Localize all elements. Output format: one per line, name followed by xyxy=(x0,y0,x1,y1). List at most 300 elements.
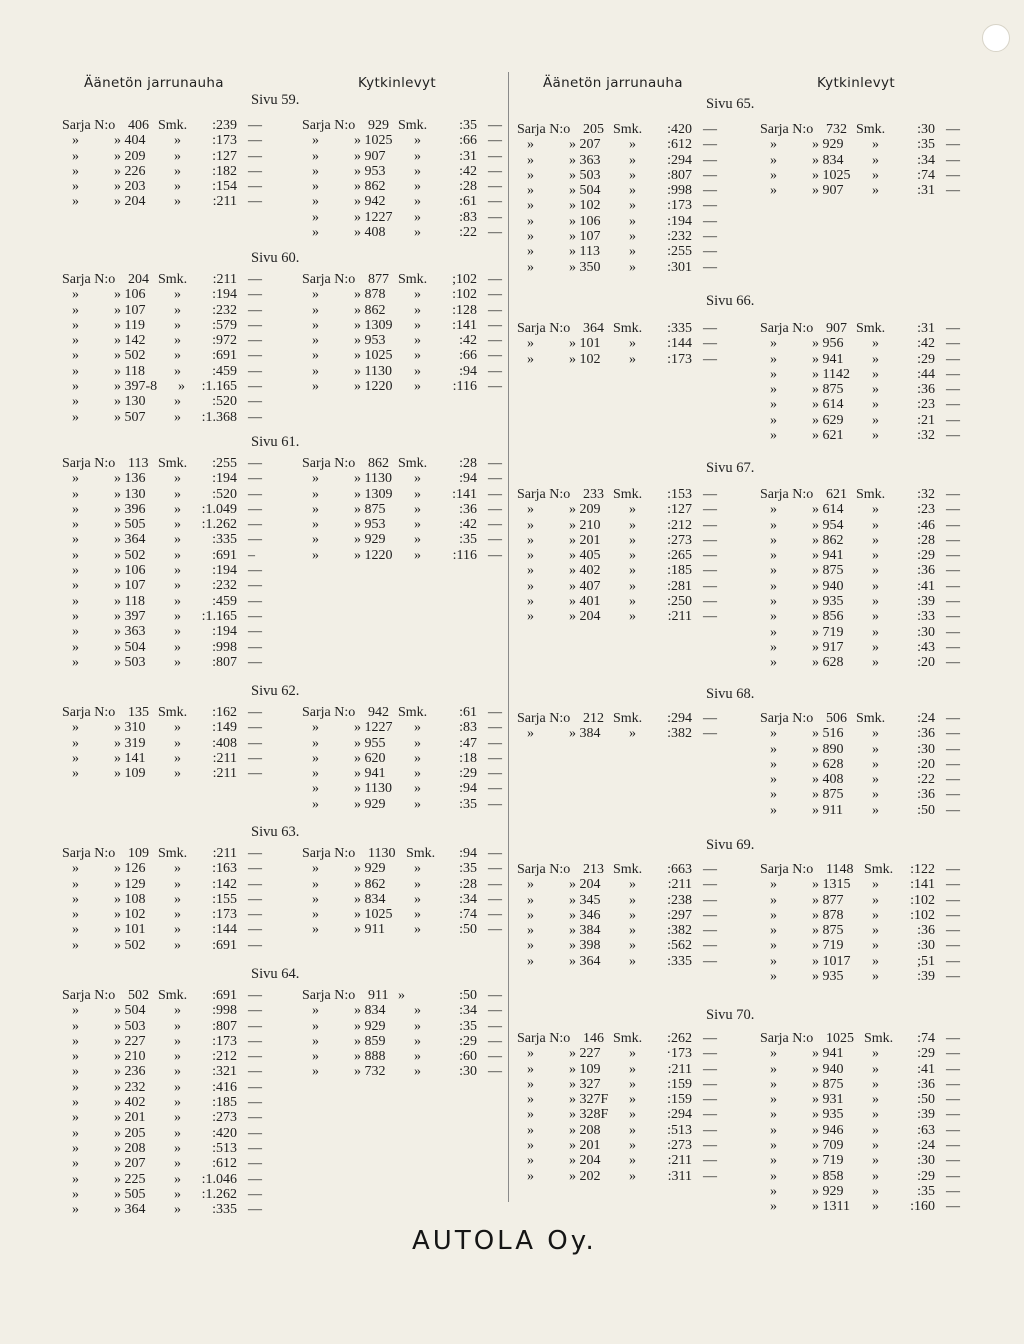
price-dash: — xyxy=(248,1079,262,1095)
series-number: » 363 xyxy=(114,624,146,640)
list-item: » » 106 » 194: — xyxy=(72,563,262,579)
price-dash: — xyxy=(946,1153,960,1169)
ditto-mark: » xyxy=(72,179,79,195)
ditto-mark: » xyxy=(770,969,777,985)
ditto-mark: » xyxy=(629,923,636,939)
price-dash: — xyxy=(703,877,717,893)
series-number: » 384 xyxy=(569,726,601,742)
series-number: » 953 xyxy=(354,333,386,349)
ditto-mark: » xyxy=(174,471,181,487)
price-dash: — xyxy=(703,259,717,275)
series-number: » 931 xyxy=(812,1092,844,1108)
list-item: » » 505 » 1.262: — xyxy=(72,1186,262,1202)
company-footer: AUTOLA Oy. xyxy=(412,1226,597,1256)
price-dash: — xyxy=(248,1033,262,1049)
series-prefix: Sarja N:o xyxy=(517,862,571,877)
series-number: » 953 xyxy=(354,517,386,533)
list-item: » » 119 » 579: — xyxy=(72,317,262,333)
ditto-mark: » xyxy=(72,501,79,517)
ditto-mark: » xyxy=(872,351,879,367)
price-dash: — xyxy=(946,787,960,803)
price-dash: — xyxy=(248,1049,262,1065)
price-dash: — xyxy=(703,1092,717,1108)
list-item: » » 405 » 265: — xyxy=(527,548,717,564)
list-item: » » 203 » 154: — xyxy=(72,179,262,195)
ditto-mark: » xyxy=(770,548,777,564)
series-number: » 1130 xyxy=(354,781,392,797)
list-item: » » 398 » 562: — xyxy=(527,938,717,954)
series-number: » 929 xyxy=(354,861,386,877)
series-number: » 507 xyxy=(114,409,146,425)
ditto-mark: » xyxy=(872,548,879,564)
ditto-mark: » xyxy=(527,259,534,275)
list-item: » » 935 » 39: — xyxy=(770,969,960,985)
ditto-mark: » xyxy=(527,1138,534,1154)
list-item: » » 929 » 35: — xyxy=(312,1018,502,1034)
ditto-mark: » xyxy=(770,609,777,625)
list-item: » » 907 » 31: — xyxy=(312,148,502,164)
list-item: » » 1130 » 94: — xyxy=(312,471,502,487)
list-item: » » 935 » 39: — xyxy=(770,594,960,610)
list-item: » » 614 » 23: — xyxy=(770,502,960,518)
series-number: » 201 xyxy=(569,532,601,548)
list-item: » » 620 » 18: — xyxy=(312,750,502,766)
list-item: Sarja N:o 113 Smk. 255: — xyxy=(62,456,262,471)
currency: Smk. xyxy=(613,321,643,336)
ditto-mark: » xyxy=(770,1153,777,1169)
ditto-mark: » xyxy=(72,1186,79,1202)
series-prefix: Sarja N:o xyxy=(302,705,356,720)
series-number: » 225 xyxy=(114,1171,146,1187)
ditto-mark: » xyxy=(72,148,79,164)
series-number: » 954 xyxy=(812,517,844,533)
list-item: » » 1227 » 83: — xyxy=(312,209,502,225)
price-dash: — xyxy=(946,487,960,502)
list-item: » » 929 » 35: — xyxy=(312,861,502,877)
list-item: » » 1309 » 141: — xyxy=(312,317,502,333)
price-dash: — xyxy=(248,1156,262,1172)
price-dash: — xyxy=(488,907,502,923)
series-number: » 408 xyxy=(354,225,386,241)
list-item: » » 877 » 102: — xyxy=(770,892,960,908)
list-item: » » 942 » 61: — xyxy=(312,194,502,210)
ditto-mark: » xyxy=(174,409,181,425)
series-number: » 719 xyxy=(812,624,844,640)
clutch-plate-list xyxy=(760,487,965,671)
ditto-mark: » xyxy=(872,183,879,199)
ditto-mark: » xyxy=(312,891,319,907)
ditto-mark: » xyxy=(770,366,777,382)
list-item: » » 108 » 155: — xyxy=(72,891,262,907)
ditto-mark: » xyxy=(174,876,181,892)
list-item: » » 1025 » 66: — xyxy=(312,348,502,364)
series-prefix: Sarja N:o xyxy=(760,122,814,137)
ditto-mark: » xyxy=(770,741,777,757)
ditto-mark: » xyxy=(72,907,79,923)
ditto-mark: » xyxy=(629,1092,636,1108)
list-item: » » 862 » 28: — xyxy=(312,876,502,892)
ditto-mark: » xyxy=(872,1122,879,1138)
ditto-mark: » xyxy=(770,1092,777,1108)
ditto-mark: » xyxy=(872,502,879,518)
series-number: » 107 xyxy=(114,578,146,594)
price-dash: — xyxy=(488,379,502,395)
ditto-mark: » xyxy=(312,922,319,938)
ditto-mark: » xyxy=(312,720,319,736)
ditto-mark: » xyxy=(72,1079,79,1095)
price-dash: — xyxy=(488,194,502,210)
series-number: 929 xyxy=(368,118,389,133)
list-item: » » 1142 » 44: — xyxy=(770,366,960,382)
ditto-mark: » xyxy=(312,209,319,225)
series-prefix: Sarja N:o xyxy=(760,321,814,336)
list-item: » » 503 » 807: — xyxy=(527,167,717,183)
ditto-mark: » xyxy=(770,502,777,518)
price-dash: — xyxy=(488,348,502,364)
ditto-mark: » xyxy=(312,907,319,923)
clutch-plate-list xyxy=(760,122,965,198)
ditto-mark: » xyxy=(72,486,79,502)
series-number: » 956 xyxy=(812,336,844,352)
ditto-mark: » xyxy=(174,517,181,533)
list-item: » » 205 » 420: — xyxy=(72,1125,262,1141)
price-dash: — xyxy=(946,1092,960,1108)
series-number: » 719 xyxy=(812,1153,844,1169)
ditto-mark: » xyxy=(414,348,421,364)
series-number: » 345 xyxy=(569,892,601,908)
ditto-mark: » xyxy=(414,1033,421,1049)
list-item: » » 204 » 211: — xyxy=(527,877,717,893)
series-number: » 875 xyxy=(812,563,844,579)
ditto-mark: » xyxy=(72,750,79,766)
list-item: » » 1220 » 116: — xyxy=(312,379,502,395)
list-item: » » 955 » 47: — xyxy=(312,735,502,751)
list-item: » » 402 » 185: — xyxy=(527,563,717,579)
series-number: » 398 xyxy=(569,938,601,954)
list-item: » » 107 » 232: — xyxy=(72,302,262,318)
list-item: » » 397 » 1.165: — xyxy=(72,608,262,624)
price-dash: — xyxy=(488,766,502,782)
ditto-mark: » xyxy=(527,532,534,548)
list-item: » » 364 » 335: — xyxy=(527,953,717,969)
ditto-mark: » xyxy=(872,772,879,788)
series-number: » 875 xyxy=(812,923,844,939)
series-number: » 364 xyxy=(114,1202,146,1218)
series-number: » 941 xyxy=(812,351,844,367)
series-number: » 941 xyxy=(354,766,386,782)
price-dash: — xyxy=(946,772,960,788)
ditto-mark: » xyxy=(174,720,181,736)
price-dash: — xyxy=(946,397,960,413)
ditto-mark: » xyxy=(629,213,636,229)
ditto-mark: » xyxy=(872,382,879,398)
price-dash: — xyxy=(488,317,502,333)
series-number: » 319 xyxy=(114,735,146,751)
list-item: » » 1220 » 116: — xyxy=(312,547,502,563)
ditto-mark: » xyxy=(770,802,777,818)
list-item: » » 941 » 29: — xyxy=(770,1046,960,1062)
price-dash: — xyxy=(488,148,502,164)
list-item: » » 141 » 211: — xyxy=(72,750,262,766)
ditto-mark: » xyxy=(527,1061,534,1077)
price-dash: — xyxy=(248,876,262,892)
ditto-mark: » xyxy=(770,655,777,671)
ditto-mark: » xyxy=(174,593,181,609)
series-number: » 935 xyxy=(812,594,844,610)
series-number: » 201 xyxy=(569,1138,601,1154)
list-item: » » 113 » 255: — xyxy=(527,244,717,260)
ditto-mark: » xyxy=(312,781,319,797)
currency: Smk. xyxy=(856,487,886,502)
price-dash: — xyxy=(703,229,717,245)
series-number: » 102 xyxy=(114,907,146,923)
ditto-mark: » xyxy=(72,348,79,364)
list-item: » » 204 » 211: — xyxy=(527,609,717,625)
ditto-mark: » xyxy=(174,348,181,364)
series-number: » 203 xyxy=(114,179,146,195)
list-item: » » 941 » 29: — xyxy=(312,766,502,782)
ditto-mark: » xyxy=(72,639,79,655)
ditto-mark: » xyxy=(770,907,777,923)
series-number: 113 xyxy=(128,456,149,471)
ditto-mark: » xyxy=(872,639,879,655)
list-item: » » 1315 » 141: — xyxy=(770,877,960,893)
price-dash: — xyxy=(703,563,717,579)
series-number: 364 xyxy=(583,321,604,336)
ditto-mark: » xyxy=(72,654,79,670)
list-item: » » 227 » 173· — xyxy=(527,1046,717,1062)
price-dash: — xyxy=(946,412,960,428)
price-dash: — xyxy=(248,409,262,425)
ditto-mark: » xyxy=(872,1138,879,1154)
series-number: » 878 xyxy=(354,287,386,303)
price-dash: — xyxy=(703,907,717,923)
list-item: » » 210 » 212: — xyxy=(72,1049,262,1065)
list-item: » » 202 » 311: — xyxy=(527,1168,717,1184)
list-item: Sarja N:o 406 Smk. 239: — xyxy=(62,118,262,133)
series-prefix: Sarja N:o xyxy=(302,988,356,1003)
price-dash: — xyxy=(248,654,262,670)
ditto-mark: » xyxy=(872,907,879,923)
series-number: » 310 xyxy=(114,720,146,736)
ditto-mark: » xyxy=(72,563,79,579)
price-dash: — xyxy=(488,781,502,797)
brake-band-list xyxy=(62,705,267,781)
series-number: » 204 xyxy=(569,877,601,893)
list-item: Sarja N:o 233 Smk. 153: — xyxy=(517,487,717,502)
series-number: » 405 xyxy=(569,548,601,564)
ditto-mark: » xyxy=(629,167,636,183)
list-item: » » 862 » 128: — xyxy=(312,302,502,318)
series-prefix: Sarja N:o xyxy=(517,321,571,336)
price-dash: — xyxy=(248,891,262,907)
ditto-mark: » xyxy=(174,1140,181,1156)
ditto-mark: » xyxy=(414,501,421,517)
ditto-mark: » xyxy=(770,756,777,772)
ditto-mark: » xyxy=(872,609,879,625)
price-dash: — xyxy=(248,1095,262,1111)
ditto-mark: » xyxy=(414,302,421,318)
price-dash: — xyxy=(248,720,262,736)
ditto-mark: » xyxy=(312,1003,319,1019)
ditto-mark: » xyxy=(527,1168,534,1184)
brake-band-list xyxy=(517,862,722,969)
list-item: » » 859 » 29: — xyxy=(312,1033,502,1049)
price-dash: — xyxy=(946,1183,960,1199)
ditto-mark: » xyxy=(72,766,79,782)
price-dash: — xyxy=(946,1031,960,1046)
ditto-mark: » xyxy=(872,726,879,742)
ditto-mark: » xyxy=(770,1183,777,1199)
list-item: » » 875 » 36: — xyxy=(770,787,960,803)
section-title: Sivu 63. xyxy=(251,824,300,840)
ditto-mark: » xyxy=(312,735,319,751)
ditto-mark: » xyxy=(174,194,181,210)
price-dash: — xyxy=(248,1003,262,1019)
ditto-mark: » xyxy=(72,1049,79,1065)
clutch-plate-list xyxy=(302,456,507,563)
series-number: » 614 xyxy=(812,397,844,413)
list-item: » » 1311 » 160: — xyxy=(770,1199,960,1215)
ditto-mark: » xyxy=(527,548,534,564)
currency: Smk. xyxy=(613,862,643,877)
ditto-mark: » xyxy=(414,517,421,533)
list-item: » » 401 » 250: — xyxy=(527,594,717,610)
series-number: » 875 xyxy=(354,501,386,517)
list-item: » » 931 » 50: — xyxy=(770,1092,960,1108)
list-item: » » 408 » 22: — xyxy=(770,772,960,788)
series-number: » 396 xyxy=(114,501,146,517)
price-dash: — xyxy=(488,133,502,149)
list-item: Sarja N:o 146 Smk. 262: — xyxy=(517,1031,717,1046)
series-number: » 118 xyxy=(114,363,145,379)
list-item: » » 402 » 185: — xyxy=(72,1095,262,1111)
series-number: » 113 xyxy=(569,244,600,260)
series-number: » 504 xyxy=(569,183,601,199)
price-dash: — xyxy=(488,891,502,907)
ditto-mark: » xyxy=(414,1018,421,1034)
series-number: » 859 xyxy=(354,1033,386,1049)
ditto-mark: » xyxy=(312,501,319,517)
list-item: » » 106 » 194: — xyxy=(527,213,717,229)
ditto-mark: » xyxy=(770,594,777,610)
series-number: 502 xyxy=(128,988,149,1003)
ditto-mark: » xyxy=(527,152,534,168)
series-prefix: Sarja N:o xyxy=(62,272,116,287)
price-dash: — xyxy=(248,907,262,923)
clutch-plate-list xyxy=(302,705,507,812)
list-item: » » 227 » 173: — xyxy=(72,1033,262,1049)
ditto-mark: » xyxy=(72,578,79,594)
currency: Smk. xyxy=(613,1031,643,1046)
ditto-mark: » xyxy=(872,938,879,954)
ditto-mark: » xyxy=(174,486,181,502)
ditto-mark: » xyxy=(414,922,421,938)
series-number: 1148 xyxy=(826,862,854,877)
series-number: » 205 xyxy=(114,1125,146,1141)
ditto-mark: » xyxy=(414,163,421,179)
currency: Smk. xyxy=(613,711,643,726)
price-dash: – xyxy=(248,547,255,563)
section-title: Sivu 60. xyxy=(251,250,300,266)
price-dash: — xyxy=(248,363,262,379)
ditto-mark: » xyxy=(872,969,879,985)
series-number: » 106 xyxy=(569,213,601,229)
list-item: » » 130 » 520: — xyxy=(72,486,262,502)
series-number: » 1220 xyxy=(354,547,393,563)
series-number: » 1142 xyxy=(812,366,850,382)
currency: Smk. xyxy=(158,118,188,133)
ditto-mark: » xyxy=(770,578,777,594)
ditto-mark: » xyxy=(312,225,319,241)
series-number: » 384 xyxy=(569,923,601,939)
list-item: » » 503 » 807: — xyxy=(72,1018,262,1034)
price-dash: — xyxy=(248,532,262,548)
series-number: 204 xyxy=(128,272,149,287)
series-number: » 875 xyxy=(812,1076,844,1092)
price-dash: — xyxy=(488,471,502,487)
series-number: 1025 xyxy=(826,1031,854,1046)
brake-band-list xyxy=(62,118,267,210)
ditto-mark: » xyxy=(770,517,777,533)
ditto-mark: » xyxy=(174,1033,181,1049)
currency: Smk. xyxy=(158,272,188,287)
list-item: » » 201 » 273: — xyxy=(72,1110,262,1126)
ditto-mark: » xyxy=(312,363,319,379)
series-number: 732 xyxy=(826,122,847,137)
price-dash: — xyxy=(488,118,502,133)
series-number: » 364 xyxy=(114,532,146,548)
price-dash: — xyxy=(248,937,262,953)
series-number: » 1315 xyxy=(812,877,851,893)
list-item: Sarja N:o 929 Smk. 35: — xyxy=(302,118,502,133)
currency: Smk. xyxy=(398,118,428,133)
ditto-mark: » xyxy=(872,152,879,168)
ditto-mark: » xyxy=(770,137,777,153)
price-dash: — xyxy=(488,163,502,179)
list-item: » » 628 » 20: — xyxy=(770,655,960,671)
price-dash: — xyxy=(946,517,960,533)
ditto-mark: » xyxy=(72,735,79,751)
series-number: » 404 xyxy=(114,133,146,149)
ditto-mark: » xyxy=(872,1076,879,1092)
list-item: » » 946 » 63: — xyxy=(770,1122,960,1138)
series-number: » 350 xyxy=(569,259,601,275)
price-dash: — xyxy=(248,750,262,766)
series-number: » 208 xyxy=(569,1122,601,1138)
ditto-mark: » xyxy=(629,892,636,908)
ditto-mark: » xyxy=(629,907,636,923)
list-item: » » 953 » 42: — xyxy=(312,333,502,349)
ditto-mark: » xyxy=(72,922,79,938)
ditto-mark: » xyxy=(527,594,534,610)
ditto-mark: » xyxy=(312,861,319,877)
ditto-mark: » xyxy=(414,317,421,333)
price-dash: — xyxy=(946,351,960,367)
series-number: » 1025 xyxy=(354,133,393,149)
ditto-mark: » xyxy=(872,624,879,640)
clutch-plate-list xyxy=(760,711,965,818)
ditto-mark: » xyxy=(770,787,777,803)
price-dash: — xyxy=(248,861,262,877)
series-number: » 953 xyxy=(354,163,386,179)
series-number: » 328F xyxy=(569,1107,609,1123)
list-item: » » 207 » 612: — xyxy=(527,137,717,153)
series-number: » 397-8 xyxy=(114,379,158,395)
ditto-mark: » xyxy=(527,578,534,594)
list-item: Sarja N:o 212 Smk. 294: — xyxy=(517,711,717,726)
price-dash: — xyxy=(703,1122,717,1138)
